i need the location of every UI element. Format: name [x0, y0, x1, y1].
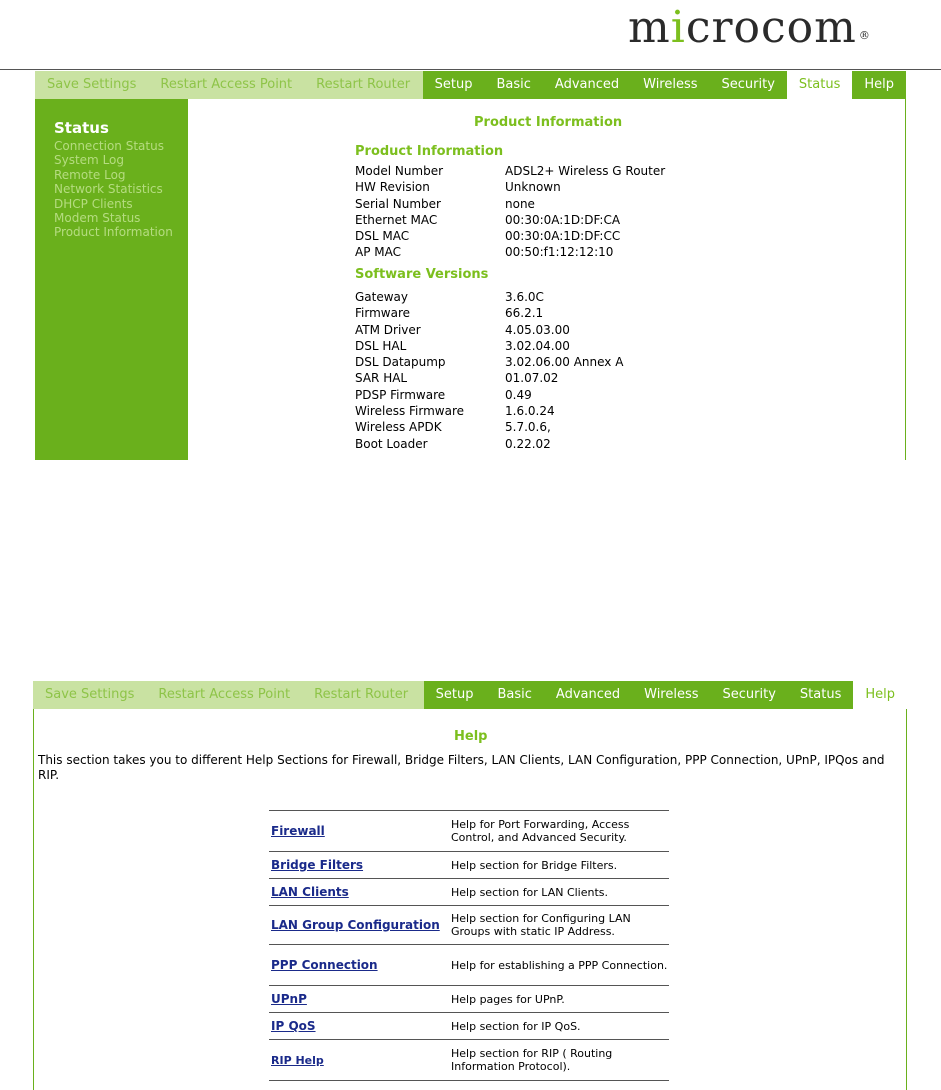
top-nav-bar: [35, 71, 906, 99]
ppp-connection-link[interactable]: PPP Connection: [271, 958, 378, 972]
firewall-link[interactable]: Firewall: [271, 824, 325, 838]
info-row: [355, 163, 665, 179]
software-versions-list: [355, 289, 623, 452]
help-row-bridge-filters: [269, 852, 669, 879]
version-value: 01.07.02: [505, 371, 559, 386]
info-value: 00:30:0A:1D:DF:CA: [505, 212, 621, 227]
help-row-ppp-connection: [269, 945, 669, 986]
version-label: Wireless APDK: [355, 420, 442, 435]
version-value: 3.02.06.00 Annex A: [505, 355, 624, 370]
product-info-list: [355, 163, 665, 261]
help-description: Help section for Configuring LAN Groups with static IP Address.: [451, 912, 631, 938]
info-row: [355, 244, 665, 260]
version-row: [355, 338, 623, 354]
software-versions-heading: Software Versions: [355, 267, 489, 282]
help-row-lan-group-configuration: [269, 906, 669, 945]
microcom-logo: microcom ®: [628, 2, 871, 53]
version-value: 3.6.0C: [505, 290, 544, 304]
sidebar-item-modem-status[interactable]: Modem Status: [54, 211, 141, 226]
nav-tab-help[interactable]: Help: [852, 71, 906, 99]
sidebar-item-product-information[interactable]: Product Information: [54, 225, 173, 240]
info-label: HW Revision: [355, 180, 430, 195]
info-label: DSL MAC: [355, 229, 410, 244]
info-value: none: [505, 196, 535, 211]
help-row-rip-help: [269, 1040, 669, 1081]
nav-tab-setup[interactable]: Setup: [423, 71, 485, 99]
help-table: [269, 810, 669, 1081]
version-label: Firmware: [355, 306, 410, 321]
version-label: DSL HAL: [355, 338, 407, 353]
help-row-ip-qos: [269, 1013, 669, 1040]
version-row: [355, 387, 623, 403]
page-title: Product Information: [474, 115, 623, 130]
nav-restart-router[interactable]: Restart Router: [304, 71, 422, 99]
info-value: ADSL2+ Wireless G Router: [505, 164, 666, 178]
info-value: 00:30:0A:1D:DF:CC: [505, 229, 621, 244]
version-row: [355, 354, 623, 370]
help-description: Help section for RIP ( Routing Information Protocol).: [451, 1047, 613, 1073]
help-description: Help section for LAN Clients.: [451, 885, 609, 899]
nav-tab-basic[interactable]: Basic: [484, 71, 542, 99]
info-label: AP MAC: [355, 245, 401, 260]
info-label: Serial Number: [355, 196, 441, 211]
status-panel: [35, 71, 906, 460]
help-description: Help pages for UPnP.: [451, 992, 565, 1006]
nav-tab-wireless[interactable]: Wireless: [631, 71, 709, 99]
help-row-upnp: [269, 986, 669, 1013]
info-label: Ethernet MAC: [355, 212, 438, 227]
nav-tab-status[interactable]: Status: [788, 681, 853, 709]
nav-tab-help[interactable]: Help: [853, 681, 907, 709]
version-value: 3.02.04.00: [505, 338, 570, 353]
page-title: Help: [454, 729, 488, 744]
version-label: PDSP Firmware: [355, 387, 446, 402]
sidebar-item-system-log[interactable]: System Log: [54, 153, 124, 168]
version-label: Wireless Firmware: [355, 404, 465, 419]
product-info-heading: Product Information: [355, 144, 504, 159]
sidebar-item-network-statistics[interactable]: Network Statistics: [54, 182, 163, 197]
version-row: [355, 322, 623, 338]
help-description: Help for establishing a PPP Connection.: [451, 958, 668, 972]
info-row: [355, 212, 665, 228]
sidebar-item-remote-log[interactable]: Remote Log: [54, 167, 126, 182]
version-value: 1.6.0.24: [505, 404, 555, 419]
sidebar-item-connection-status[interactable]: Connection Status: [54, 139, 164, 153]
version-value: 0.49: [505, 387, 532, 402]
version-label: Gateway: [355, 290, 409, 304]
upnp-link[interactable]: UPnP: [271, 992, 307, 1006]
nav-tab-setup[interactable]: Setup: [424, 681, 486, 709]
version-label: DSL Datapump: [355, 355, 446, 370]
help-intro-text: This section takes you to different Help Sections for Firewall, Bridge Filters, LAN Clients, LAN Configuration, PPP Connection, UPnP, IPQos and RIP.: [38, 753, 885, 782]
help-description: Help section for Bridge Filters.: [451, 858, 618, 872]
ip-qos-link[interactable]: IP QoS: [271, 1019, 316, 1033]
version-label: Boot Loader: [355, 436, 428, 451]
nav-tab-wireless[interactable]: Wireless: [632, 681, 710, 709]
help-row-lan-clients: [269, 879, 669, 906]
help-row-firewall: [269, 811, 669, 852]
nav-tab-security[interactable]: Security: [711, 681, 788, 709]
version-value: 0.22.02: [505, 436, 551, 451]
bridge-filters-link[interactable]: Bridge Filters: [271, 858, 364, 872]
version-label: ATM Driver: [355, 322, 421, 337]
version-row: [355, 305, 623, 321]
lan-group-configuration-link[interactable]: LAN Group Configuration: [271, 918, 440, 932]
info-label: Model Number: [355, 164, 444, 178]
version-value: 4.05.03.00: [505, 322, 570, 337]
sidebar-title: Status: [54, 119, 109, 137]
header-divider: [0, 69, 941, 70]
nav-save-settings[interactable]: Save Settings: [35, 71, 148, 99]
help-description: Help for Port Forwarding, Access Control, and Advanced Security.: [451, 818, 630, 844]
top-nav-bar: [33, 681, 907, 709]
info-row: [355, 196, 665, 212]
nav-restart-access-point[interactable]: Restart Access Point: [148, 71, 304, 99]
version-row: [355, 289, 623, 305]
sidebar-item-dhcp-clients[interactable]: DHCP Clients: [54, 196, 133, 211]
help-description: Help section for IP QoS.: [451, 1019, 581, 1033]
rip-help-link[interactable]: RIP Help: [271, 1053, 324, 1067]
version-value: 66.2.1: [505, 306, 544, 321]
version-value: 5.7.0.6,: [505, 420, 551, 435]
help-panel: [33, 681, 907, 1088]
version-row: [355, 419, 623, 435]
nav-tab-security[interactable]: Security: [710, 71, 787, 99]
nav-restart-router[interactable]: Restart Router: [302, 681, 420, 709]
nav-tab-basic[interactable]: Basic: [485, 681, 543, 709]
lan-clients-link[interactable]: LAN Clients: [271, 885, 349, 899]
version-label: SAR HAL: [355, 371, 408, 386]
nav-tab-advanced[interactable]: Advanced: [544, 681, 632, 709]
info-value: 00:50:f1:12:12:10: [505, 245, 614, 260]
version-row: [355, 403, 623, 419]
status-sidebar: [35, 99, 188, 460]
info-row: [355, 228, 665, 244]
info-row: [355, 179, 665, 195]
sidebar-menu: [54, 139, 173, 240]
nav-save-settings[interactable]: Save Settings: [33, 681, 146, 709]
nav-restart-access-point[interactable]: Restart Access Point: [146, 681, 302, 709]
version-row: [355, 370, 623, 386]
nav-tab-advanced[interactable]: Advanced: [543, 71, 631, 99]
info-value: Unknown: [505, 180, 561, 195]
nav-tab-status[interactable]: Status: [787, 71, 852, 99]
version-row: [355, 436, 623, 452]
